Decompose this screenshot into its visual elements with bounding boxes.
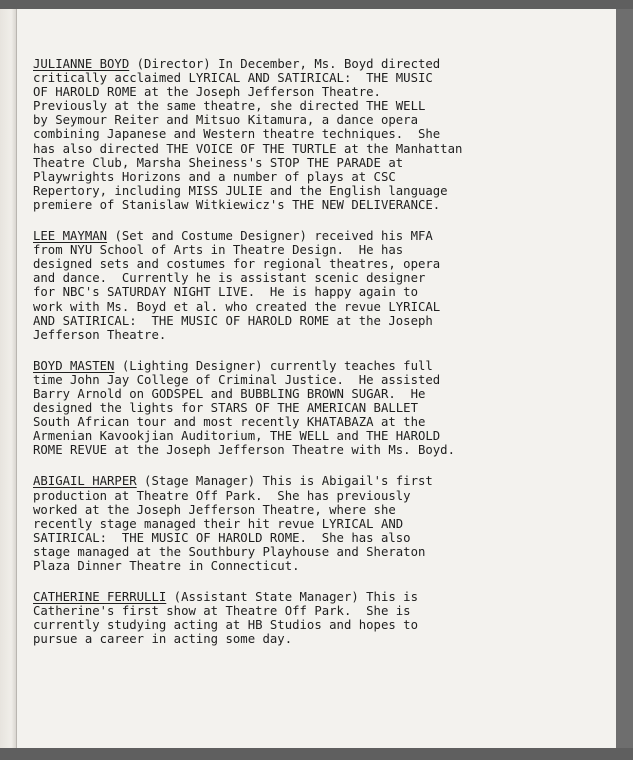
bio-line: AND SATIRICAL: THE MUSIC OF HAROLD ROME at the Joseph [33, 313, 433, 328]
bio-line: for NBC's SATURDAY NIGHT LIVE. He is happy again to [33, 285, 418, 300]
bio-paragraph [33, 590, 593, 646]
bio-line: and dance. Currently he is assistant scenic designer [33, 271, 426, 286]
bio-first-line-text: (Set and Costume Designer) received his MFA [107, 229, 433, 244]
bio-paragraph [33, 229, 593, 342]
bio-line: designed the lights for STARS OF THE AMERICAN BALLET [33, 401, 418, 416]
bio-line: work with Ms. Boyd et al. who created the revue LYRICAL [33, 299, 441, 314]
bio-name: JULIANNE BOYD [33, 57, 130, 71]
bio-line: Plaza Dinner Theatre in Connecticut. [33, 559, 300, 573]
bio-line: Playwrights Horizons and a number of plays at CSC [33, 169, 396, 184]
bio-list [33, 57, 593, 663]
scan-border-right [616, 9, 633, 748]
bio-line: stage managed at the Southbury Playhouse and Sheraton [33, 544, 426, 559]
bio-first-line [33, 474, 593, 488]
bio-line: by Seymour Reiter and Mitsuo Kitamura, a dance opera [33, 113, 418, 128]
bio-line: designed sets and costumes for regional theatres, opera [33, 257, 441, 272]
bio-line: Jefferson Theatre. [33, 327, 167, 342]
bio-first-line-text: (Lighting Designer) currently teaches full [114, 358, 433, 373]
bio-line: Repertory, including MISS JULIE and the English language [33, 183, 448, 198]
bio-first-line [33, 57, 593, 71]
bio-line: South African tour and most recently KHATABAZA at the [33, 415, 426, 430]
bio-name: CATHERINE FERRULLI [33, 590, 167, 605]
bio-paragraph [33, 57, 593, 212]
bio-name: ABIGAIL HARPER [33, 474, 137, 489]
bio-line: premiere of Stanislaw Witkiewicz's THE NEW DELIVERANCE. [33, 197, 441, 212]
bio-line: Barry Arnold on GODSPEL and BUBBLING BROWN SUGAR. He [33, 386, 426, 401]
bio-line: from NYU School of Arts in Theatre Design. He has [33, 243, 404, 258]
scan-border-bottom [0, 748, 633, 760]
bio-line: production at Theatre Off Park. She has previously [33, 488, 411, 503]
bio-first-line-text: (Director) In December, Ms. Boyd directed [129, 57, 441, 71]
bio-first-line [33, 359, 593, 373]
bio-paragraph [33, 359, 593, 458]
bio-line: SATIRICAL: THE MUSIC OF HAROLD ROME. She has also [33, 530, 411, 545]
bio-line: pursue a career in acting some day. [33, 632, 293, 647]
bio-line: Previously at the same theatre, she directed THE WELL [33, 99, 426, 114]
bio-first-line-text: (Stage Manager) This is Abigail's first [136, 474, 433, 489]
bio-paragraph [33, 474, 593, 573]
bio-line: worked at the Joseph Jefferson Theatre, where she [33, 502, 396, 517]
bio-line: critically acclaimed LYRICAL AND SATIRICAL: THE MUSIC [33, 71, 433, 86]
bio-first-line [33, 590, 593, 604]
bio-first-line [33, 229, 593, 243]
page-spine [0, 9, 17, 748]
bio-line: combining Japanese and Western theatre techniques. She [33, 127, 441, 142]
bio-line: Catherine's first show at Theatre Off Park. She is [33, 604, 411, 619]
bio-line: ROME REVUE at the Joseph Jefferson Theatre with Ms. Boyd. [33, 443, 455, 458]
bio-line: currently studying acting at HB Studios and hopes to [33, 618, 418, 633]
bio-first-line-text: (Assistant State Manager) This is [166, 590, 418, 605]
bio-line: Armenian Kavookjian Auditorium, THE WELL and THE HAROLD [33, 429, 441, 444]
bio-line: time John Jay College of Criminal Justice. He assisted [33, 372, 441, 387]
bio-line: has also directed THE VOICE OF THE TURTLE at the Manhattan [33, 141, 463, 156]
bio-line: recently stage managed their hit revue LYRICAL AND [33, 516, 404, 531]
scan-border-top [0, 0, 633, 9]
bio-line: OF HAROLD ROME at the Joseph Jefferson Theatre. [33, 85, 381, 100]
bio-name: BOYD MASTEN [33, 358, 115, 373]
bio-name: LEE MAYMAN [33, 229, 108, 244]
bio-line: Theatre Club, Marsha Sheiness's STOP THE PARADE at [33, 155, 404, 170]
